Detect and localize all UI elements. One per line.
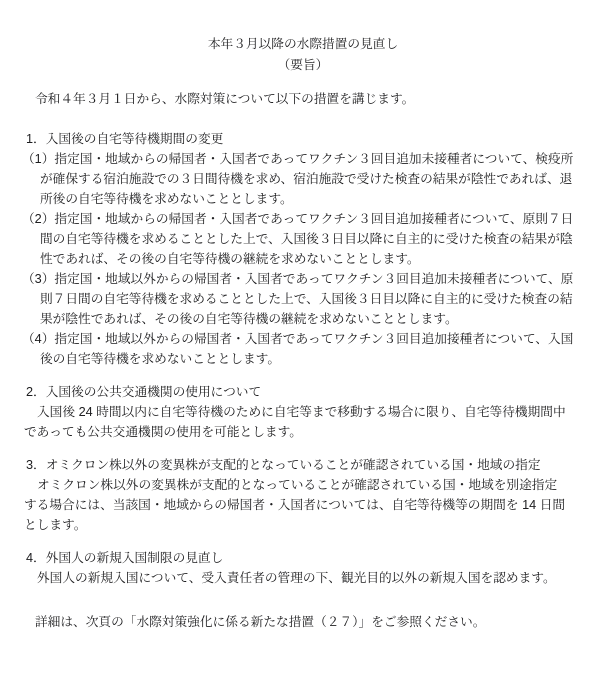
section-1-item-2 — [22, 209, 584, 269]
section-4-line-1: 外国人の新規入国について、受入責任者の管理の下、観光目的以外の新規入国を認めます。 — [37, 571, 556, 585]
section-3-heading: 3．オミクロン株以外の変異株が支配的となっていることが確認されている国・地域の指定 — [26, 458, 541, 472]
section-1-item-4 — [22, 329, 584, 369]
section-4 — [22, 548, 584, 588]
item-3-line-3: 果が陰性であれば、その後の自宅等待機の継続を求めないこととします。 — [40, 312, 458, 326]
section-3-line-2: する場合には、当該国・地域からの帰国者・入国者については、自宅等待機等の期間を 14 日間 — [24, 498, 566, 512]
section-3 — [22, 455, 584, 535]
footer-line: 詳細は、次頁の「水際対策強化に係る新たな措置（２７）」をご参照ください。 — [35, 615, 486, 629]
section-2-line-2: であっても公共交通機関の使用を可能とします。 — [24, 425, 302, 439]
item-4-line-1: （4）指定国・地域以外からの帰国者・入国者であってワクチン３回目追加接種者について、入国 — [22, 332, 574, 346]
section-1-item-3 — [22, 269, 584, 329]
title-block — [22, 34, 584, 76]
item-2-line-3: 性であれば、その後の自宅等待機の継続を求めないこととします。 — [40, 252, 420, 266]
section-1-heading: 1．入国後の自宅等待機期間の変更 — [26, 132, 224, 146]
section-2 — [22, 382, 584, 442]
item-3-line-2: 則７日間の自宅等待機を求めることとした上で、入国後３日目以降に自主的に受けた検査の結 — [40, 292, 573, 306]
section-2-heading: 2．入国後の公共交通機関の使用について — [26, 385, 262, 399]
item-3-line-1: （3）指定国・地域以外からの帰国者・入国者であってワクチン３回目追加未接種者について、原 — [22, 272, 574, 286]
section-3-line-1: オミクロン株以外の変異株が支配的となっていることが確認されている国・地域を別途指定 — [37, 478, 558, 492]
item-2-line-1: （2）指定国・地域からの帰国者・入国者であってワクチン３回目追加接種者について、原則７日 — [22, 212, 574, 226]
item-4-line-2: 後の自宅等待機を求めないこととします。 — [40, 352, 281, 366]
section-1-item-1 — [22, 149, 584, 209]
item-1-line-1: （1）指定国・地域からの帰国者・入国者であってワクチン３回目追加未接種者について、検疫所 — [22, 152, 574, 166]
item-1-line-3: 所後の自宅等待機を求めないこととします。 — [40, 192, 293, 206]
item-2-line-2: 間の自宅等待機を求めることとした上で、入国後３日目以降に自主的に受けた検査の結果が陰 — [40, 232, 573, 246]
page-title: 本年３月以降の水際措置の見直し — [207, 37, 399, 51]
section-3-line-3: とします。 — [24, 518, 87, 532]
section-4-heading: 4．外国人の新規入国制限の見直し — [26, 551, 224, 565]
section-1 — [22, 129, 584, 369]
intro-paragraph — [22, 89, 584, 109]
page-subtitle: （要旨） — [277, 58, 329, 72]
footer-note — [22, 612, 584, 632]
intro-line: 令和４年３月１日から、水際対策について以下の措置を講じます。 — [35, 92, 415, 106]
item-1-line-2: が確保する宿泊施設での３日間待機を求め、宿泊施設で受けた検査の結果が陰性であれば、退 — [40, 172, 573, 186]
section-2-line-1: 入国後 24 時間以内に自宅等待機のために自宅等まで移動する場合に限り、自宅等待機期間中 — [37, 405, 566, 419]
